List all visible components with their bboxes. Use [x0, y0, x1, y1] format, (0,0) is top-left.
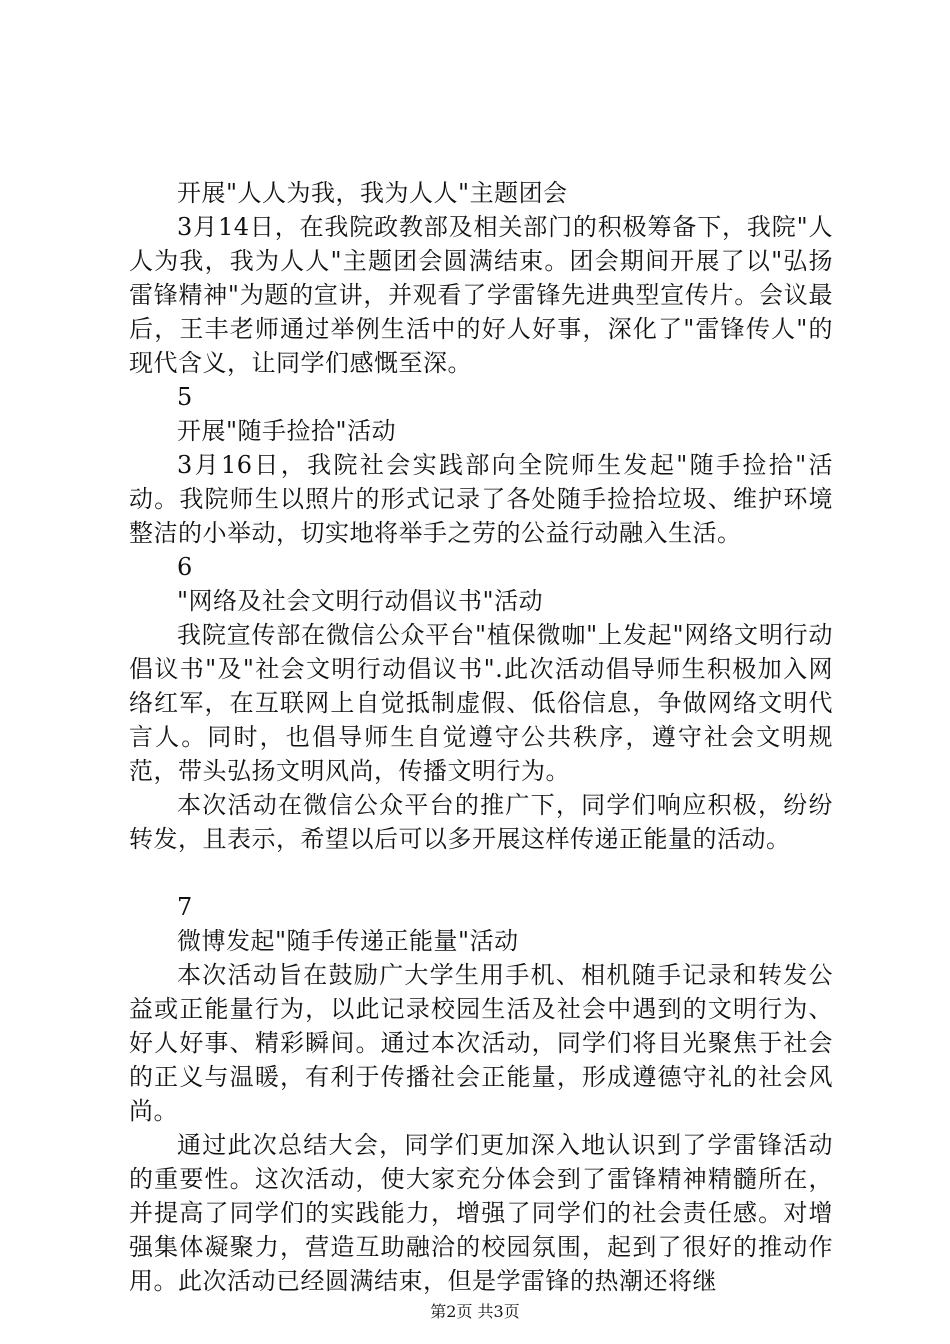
- section-6-number: 6: [177, 553, 193, 581]
- section-5-number: 5: [177, 383, 193, 411]
- summary-paragraph: 通过此次总结大会，同学们更加深入地认识到了学雷锋活动的重要性。这次活动，使大家充分体会到了雷锋精神精髓所在，并提高了同学们的实践能力，增强了同学们的社会责任感。对增强集体凝聚力，营造互助融洽的校园氛围，起到了很好的推动作用。此次活动已经圆满结束，但是学雷锋的热潮还将继: [129, 1131, 833, 1295]
- section-4-heading: 开展"人人为我，我为人人"主题团会: [177, 179, 568, 207]
- page-footer: [0, 1302, 950, 1322]
- blank-line: [129, 856, 833, 890]
- section-7-heading: 微博发起"随手传递正能量"活动: [177, 927, 519, 955]
- page-number-label: 第2页 共3页: [430, 1302, 520, 1321]
- section-6-followup-paragraph: 本次活动在微信公众平台的推广下，同学们响应积极，纷纷转发，且表示，希望以后可以多开展这样传递正能量的活动。: [129, 791, 833, 853]
- section-5-paragraph: 3月16日，我院社会实践部向全院师生发起"随手捡拾"活动。我院师生以照片的形式记录了各处随手捡拾垃圾、维护环境整洁的小举动，切实地将举手之劳的公益行动融入生活。: [129, 451, 833, 547]
- section-6-heading: "网络及社会文明行动倡议书"活动: [177, 587, 544, 615]
- section-5-heading: 开展"随手捡拾"活动: [177, 417, 397, 445]
- section-6-paragraph: 我院宣传部在微信公众平台"植保微咖"上发起"网络文明行动倡议书"及"社会文明行动倡议书".此次活动倡导师生积极加入网络红军，在互联网上自觉抵制虚假、低俗信息，争做网络文明代言人。同时，也倡导师生自觉遵守公共秩序，遵守社会文明规范，带头弘扬文明风尚，传播文明行为。: [129, 621, 833, 785]
- section-7-number: 7: [177, 893, 193, 921]
- section-4-paragraph: 3月14日，在我院政教部及相关部门的积极筹备下，我院"人人为我，我为人人"主题团会圆满结束。团会期间开展了以"弘扬雷锋精神"为题的宣讲，并观看了学雷锋先进典型宣传片。会议最后，王丰老师通过举例生活中的好人好事，深化了"雷锋传人"的现代含义，让同学们感慨至深。: [129, 213, 833, 377]
- document-body: [129, 176, 833, 1298]
- section-7-paragraph: 本次活动旨在鼓励广大学生用手机、相机随手记录和转发公益或正能量行为，以此记录校园生活及社会中遇到的文明行为、好人好事、精彩瞬间。通过本次活动，同学们将目光聚焦于社会的正义与温暖，有利于传播社会正能量，形成遵德守礼的社会风尚。: [129, 961, 833, 1125]
